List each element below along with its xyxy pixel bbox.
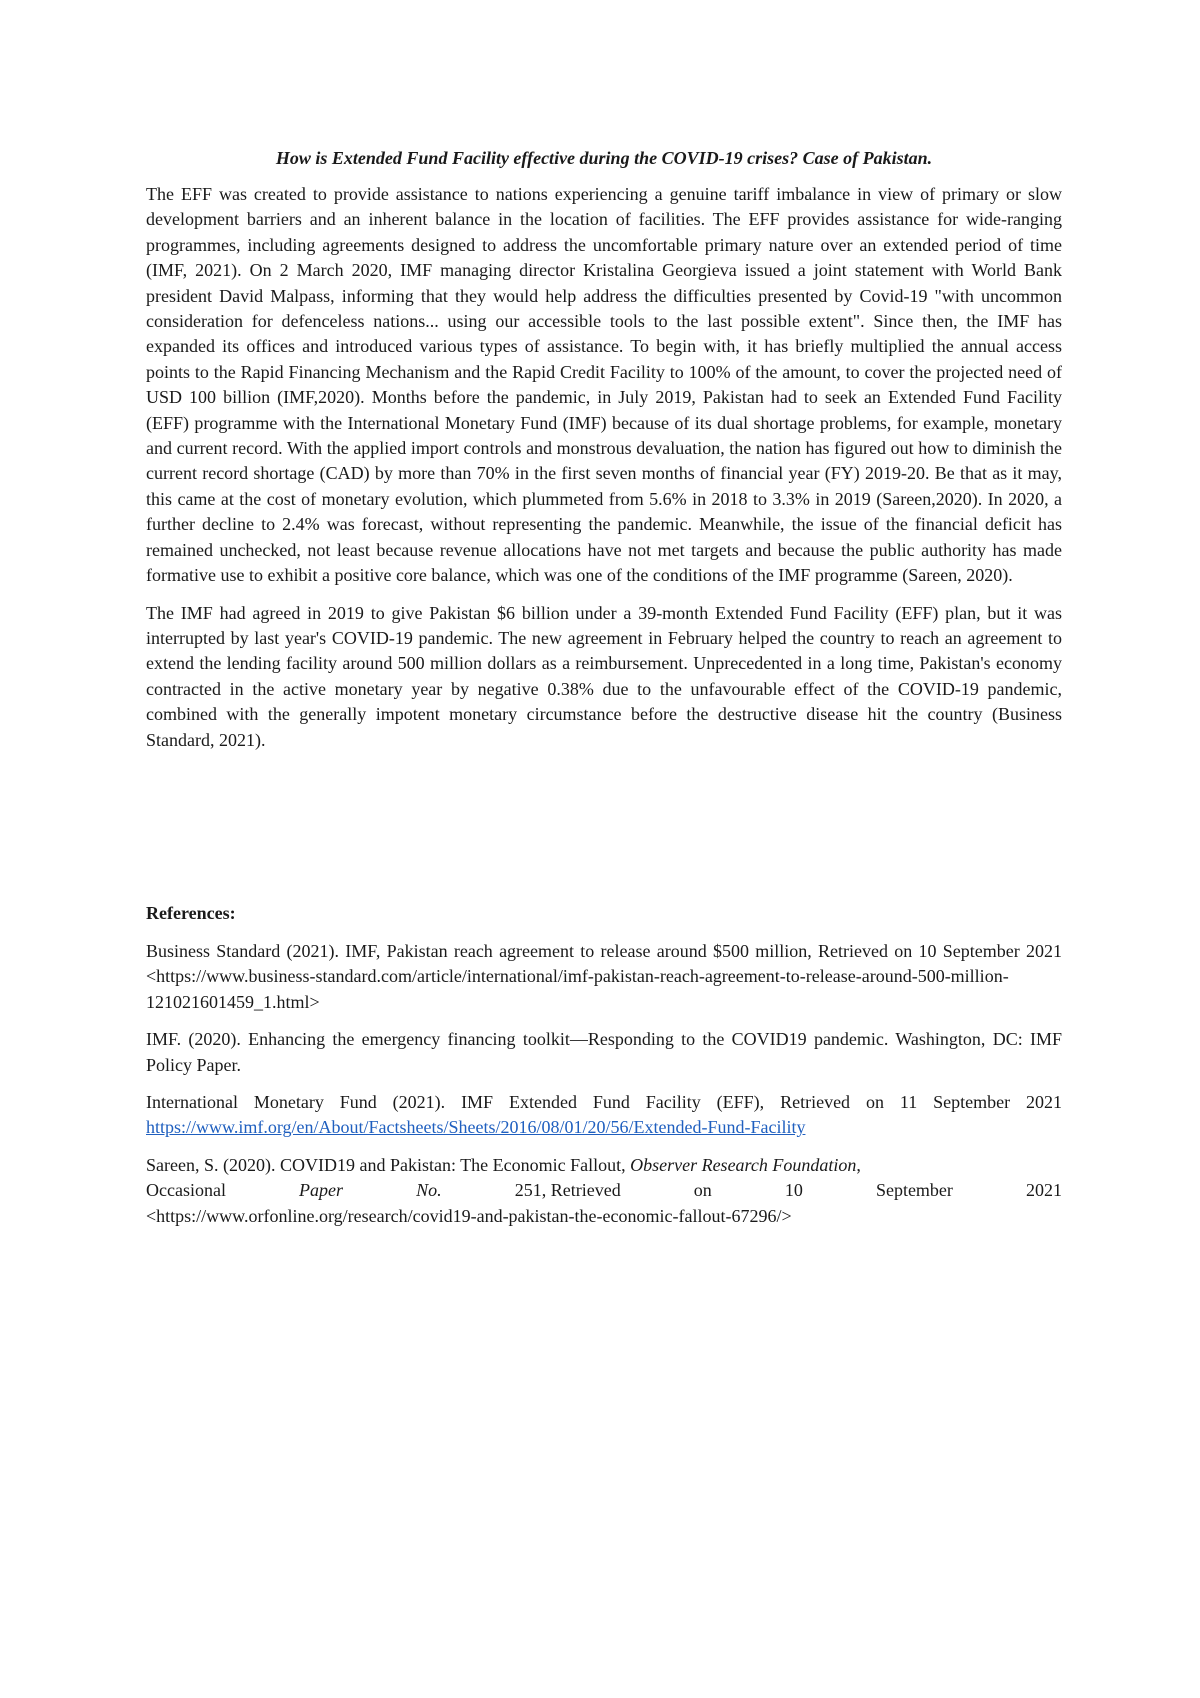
document-title: How is Extended Fund Facility effective during the COVID-19 crises? Case of Pakistan. — [275, 148, 933, 168]
reference-sareen-line1 — [146, 1153, 1062, 1178]
body-paragraph-2: The IMF had agreed in 2019 to give Pakistan $6 billion under a 39-month Extended Fund Facility (EFF) plan, but it was interrupted by last year's COVID-19 pandemic. The new agreement in February helped the country to reach an agreement to extend the lending facility around 500 million dollars as a reimbursement. Unprecedented in a long time, Pakistan's economy contracted in the active monetary year by negative 0.38% due to the unfavourable effect of the COVID-19 pandemic, combined with the generally impotent monetary circumstance before the destructive disease hit the country (Business Standard, 2021). — [146, 602, 1062, 750]
reference-sareen-w5: on — [693, 1180, 712, 1201]
document-page — [146, 146, 1062, 1241]
reference-business-standard: Business Standard (2021). IMF, Pakistan reach agreement to release around $500 million, Retrieved on 10 September 2021 <https://www.business-standard.com/article/international/imf-pakistan-reach-agreement-to-release-around-500-million-121021601459_1.html> — [146, 940, 1062, 1012]
reference-sareen-lead: Sareen, S. (2020). COVID19 and Pakistan: The Economic Fallout, — [146, 1154, 631, 1175]
reference-sareen-w6: 10 — [784, 1180, 803, 1201]
reference-sareen-url: <https://www.orfonline.org/research/covid19-and-pakistan-the-economic-fallout-67296/> — [146, 1205, 792, 1226]
reference-imf-2020: IMF. (2020). Enhancing the emergency financing toolkit—Responding to the COVID19 pandemic. Washington, DC: IMF Policy Paper. — [146, 1029, 1062, 1075]
reference-sareen-w7: September — [875, 1180, 953, 1201]
reference-sareen-w4: 251, Retrieved — [514, 1180, 621, 1201]
reference-sareen-w2: Paper — [299, 1180, 344, 1201]
reference-imf-2021-text: International Monetary Fund (2021). IMF Extended Fund Facility (EFF), Retrieved on 11 September 2021 — [146, 1091, 1062, 1112]
reference-sareen-w1: Occasional — [146, 1180, 226, 1201]
references-heading: References: — [146, 902, 236, 923]
reference-sareen-w3: No. — [416, 1180, 442, 1201]
reference-imf-2021 — [146, 1090, 1062, 1141]
reference-sareen-comma: , — [856, 1154, 861, 1175]
reference-sareen — [146, 1153, 1062, 1229]
reference-sareen-journal: Observer Research Foundation — [630, 1154, 857, 1175]
body-paragraph-1: The EFF was created to provide assistance to nations experiencing a genuine tariff imbalance in view of primary or slow development barriers and an inherent balance in the location of facilities. The EFF provides assistance for wide-ranging programmes, including agreements designed to address the uncomfortable primary nature over an extended period of time (IMF, 2021). On 2 March 2020, IMF managing director Kristalina Georgieva issued a joint statement with World Bank president David Malpass, informing that they would help address the difficulties presented by Covid-19 "with uncommon consideration for defenceless nations... using our accessible tools to the last possible extent". Since then, the IMF has expanded its offices and introduced various types of assistance. To begin with, it has briefly multiplied the annual access points to the Rapid Financing Mechanism and the Rapid Credit Facility to 100% of the amount, to cover the projected need of USD 100 billion (IMF,2020). Months before the pandemic, in July 2019, Pakistan had to seek an Extended Fund Facility (EFF) programme with the International Monetary Fund (IMF) because of its dual shortage problems, for example, monetary and current record. With the applied import controls and monstrous devaluation, the nation has figured out how to diminish the current record shortage (CAD) by more than 70% in the first seven months of financial year (FY) 2019-20. Be that as it may, this came at the cost of monetary evolution, which plummeted from 5.6% in 2018 to 3.3% in 2019 (Sareen,2020). In 2020, a further decline to 2.4% was forecast, without representing the pandemic. Meanwhile, the issue of the financial deficit has remained unchecked, not least because revenue allocations have not met targets and because the public authority has made formative use to exhibit a positive core balance, which was one of the conditions of the IMF programme (Sareen, 2020). — [146, 184, 1062, 586]
reference-imf-2021-link[interactable]: https://www.imf.org/en/About/Factsheets/Sheets/2016/08/01/20/56/Extended-Fund-Facility — [146, 1117, 806, 1138]
reference-sareen-w8: 2021 — [1026, 1180, 1062, 1201]
reference-sareen-line2 — [146, 1178, 1062, 1203]
